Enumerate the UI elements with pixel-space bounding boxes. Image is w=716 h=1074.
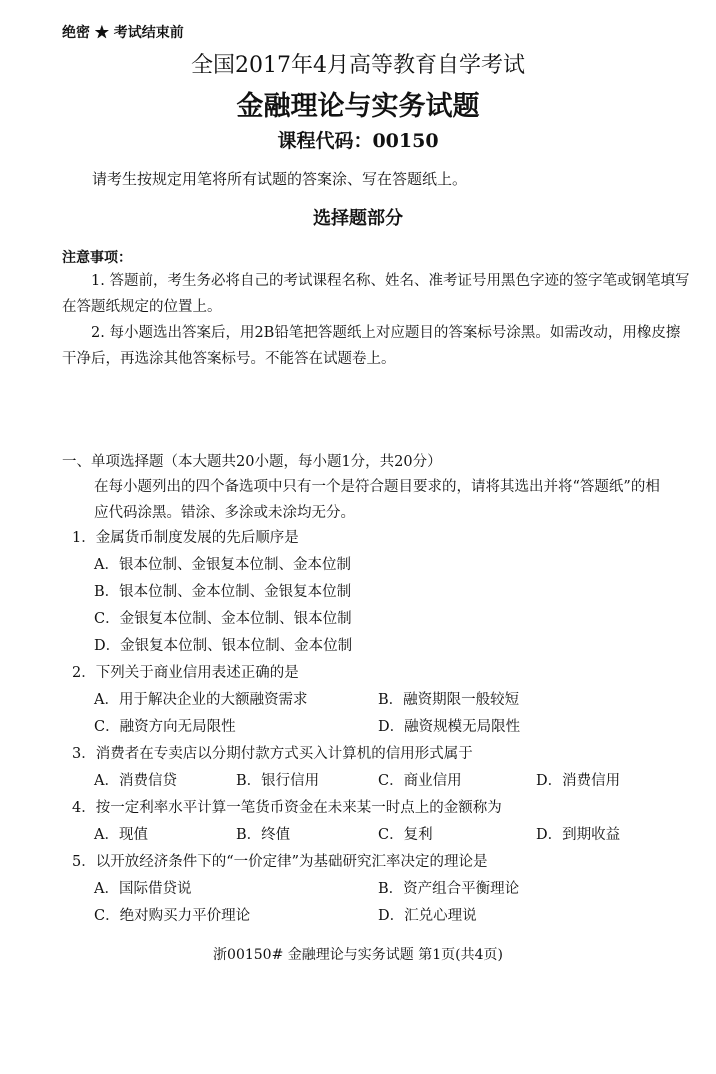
question-stem: 5．以开放经济条件下的“一价定律”为基础研究汇率决定的理论是 (72, 854, 488, 870)
question-stem: 2．下列关于商业信用表述正确的是 (72, 665, 299, 681)
question-option: B．银本位制、金本位制、金银复本位制 (94, 584, 352, 600)
question-option: D．融资规模无局限性 (378, 719, 521, 735)
question-option: C．金银复本位制、金本位制、银本位制 (94, 611, 352, 627)
question-option: B．银行信用 (236, 773, 320, 789)
question-option: A．消费信贷 (94, 773, 177, 789)
question-option: A．银本位制、金银复本位制、金本位制 (94, 557, 351, 573)
question-option: A．国际借贷说 (94, 881, 192, 897)
part-heading: 选择题部分 (313, 208, 403, 229)
question-option: C．绝对购买力平价理论 (94, 908, 251, 924)
confidential-label: 绝密 ★ 考试结束前 (62, 25, 184, 41)
question-option: B．终值 (236, 827, 291, 843)
question-option: D．汇兑心理说 (378, 908, 477, 924)
question-option: B．资产组合平衡理论 (378, 881, 520, 897)
note-item: 2. 每小题选出答案后，用2B铅笔把答题纸上对应题目的答案标号涂黑。如需改动，用橡皮擦干净后，再选涂其他答案标号。不能答在试题卷上。 (62, 325, 681, 367)
notes-title: 注意事项： (62, 250, 132, 266)
section-description: 在每小题列出的四个备选项中只有一个是符合题目要求的，请将其选出并将“答题纸”的相应代码涂黑。错涂、多涂或未涂均无分。 (94, 479, 660, 521)
question-option: C．融资方向无局限性 (94, 719, 236, 735)
exam-title: 全国2017年4月高等教育自学考试 (191, 53, 525, 78)
question-option: D．金银复本位制、银本位制、金本位制 (94, 638, 353, 654)
question-option: D．消费信用 (536, 773, 621, 789)
note-item: 1. 答题前，考生务必将自己的考试课程名称、姓名、准考证号用黑色字迹的签字笔或钢笔填写在答题纸规定的位置上。 (62, 273, 690, 315)
question-stem: 3．消费者在专卖店以分期付款方式买入计算机的信用形式属于 (72, 746, 473, 762)
question-option: D．到期收益 (536, 827, 621, 843)
subject-title: 金融理论与实务试题 (236, 91, 480, 122)
question-stem: 4．按一定利率水平计算一笔货币资金在未来某一时点上的金额称为 (72, 800, 502, 816)
question-option: C．商业信用 (378, 773, 462, 789)
question-option: C．复利 (378, 827, 433, 843)
question-option: B．融资期限一般较短 (378, 692, 520, 708)
section-heading: 一、单项选择题（本大题共20小题，每小题1分，共20分） (62, 454, 442, 470)
page-footer: 浙00150# 金融理论与实务试题 第1页(共4页) (213, 947, 503, 963)
question-stem: 1．金属货币制度发展的先后顺序是 (72, 530, 299, 546)
course-code: 课程代码：00150 (277, 130, 439, 152)
answer-instruction: 请考生按规定用笔将所有试题的答案涂、写在答题纸上。 (92, 170, 468, 188)
question-option: A．现值 (94, 827, 148, 843)
question-option: A．用于解决企业的大额融资需求 (94, 692, 308, 708)
